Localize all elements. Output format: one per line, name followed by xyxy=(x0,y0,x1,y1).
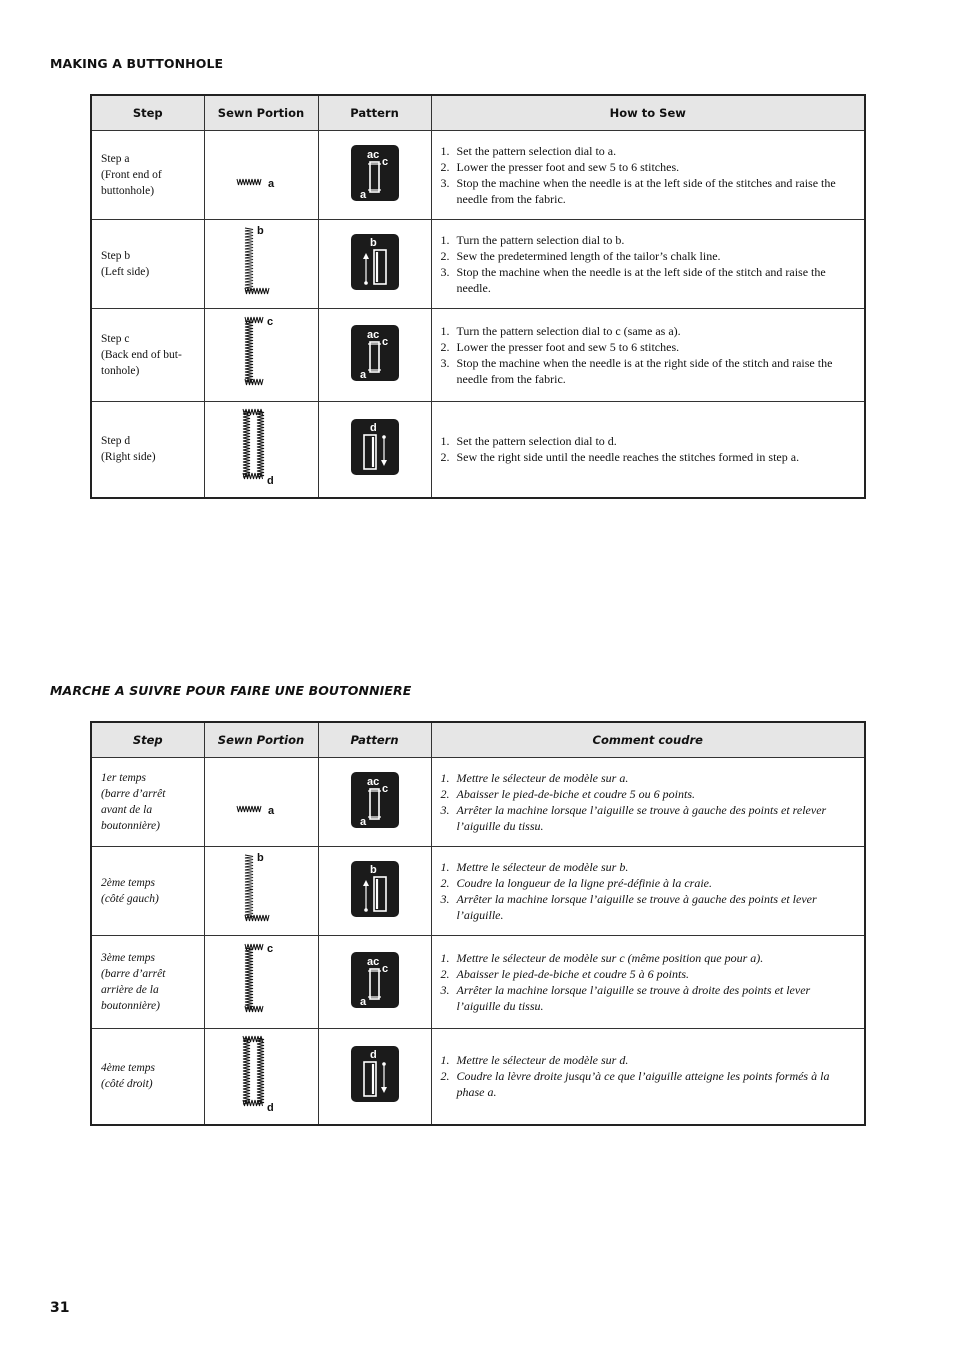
instruction-number: 2. xyxy=(440,786,450,801)
instruction-number: 2. xyxy=(440,339,450,354)
svg-text:b: b xyxy=(369,863,377,876)
instruction-list xyxy=(441,143,855,207)
step-label-line: (côté droit) xyxy=(101,1078,153,1091)
instruction-item xyxy=(441,248,855,264)
buttonhole-steps-table-english xyxy=(90,94,866,499)
sewn-portion-letter: a xyxy=(268,804,275,817)
page-number: 31 xyxy=(50,1300,70,1316)
step-label-line: Step c xyxy=(101,332,130,345)
instruction-item xyxy=(441,891,855,923)
instruction-item xyxy=(441,159,855,175)
instructions-cell xyxy=(431,308,865,401)
step-label-line: tonhole) xyxy=(101,364,140,377)
sewn-portion-letter: b xyxy=(257,224,264,237)
instruction-number: 1. xyxy=(440,770,450,785)
table-header-row xyxy=(91,95,865,130)
sewn-portion-cell xyxy=(204,130,318,219)
step-label-cell xyxy=(91,219,204,308)
pattern-dial-icon-d xyxy=(350,418,400,476)
header-step: Step xyxy=(91,95,204,130)
instruction-text: Abaisser le pied-de-biche et coudre 5 ou 6 points. xyxy=(456,786,695,801)
instruction-list xyxy=(441,232,855,296)
step-label-line: arrière de la xyxy=(101,983,159,996)
pattern-cell xyxy=(318,219,431,308)
svg-text:a: a xyxy=(359,815,366,828)
instruction-item xyxy=(441,966,855,982)
instruction-number: 1. xyxy=(440,950,450,965)
table-row xyxy=(91,130,865,219)
pattern-cell xyxy=(318,1028,431,1125)
step-label-line: avant de la xyxy=(101,803,153,816)
instruction-text: Sew the right side until the needle reaches the stitches formed in step a. xyxy=(456,450,800,465)
step-label-line: (Left side) xyxy=(101,265,150,278)
instruction-number: 1. xyxy=(440,1053,450,1068)
instruction-item xyxy=(441,982,855,1014)
instruction-list xyxy=(441,950,855,1014)
step-label-line: boutonnière) xyxy=(101,999,160,1012)
header-comment-coudre: Comment coudre xyxy=(431,722,865,757)
instructions-cell xyxy=(431,219,865,308)
instruction-number: 2. xyxy=(440,875,450,890)
instruction-text: Turn the pattern selection dial to b. xyxy=(456,232,625,247)
instruction-item xyxy=(441,449,855,465)
instruction-number: 2. xyxy=(440,159,450,174)
instruction-number: 3. xyxy=(440,982,450,997)
header-sewn-portion: Sewn Portion xyxy=(204,95,318,130)
step-label-line: (Right side) xyxy=(101,451,156,464)
header-pattern: Pattern xyxy=(318,95,431,130)
pattern-cell xyxy=(318,401,431,498)
sewn-portion-letter: d xyxy=(267,475,274,488)
pattern-cell xyxy=(318,846,431,935)
instruction-item xyxy=(441,786,855,802)
instruction-text: Coudre la lèvre droite jusqu’à ce que l’aiguille atteigne les points formés à la phase a. xyxy=(456,1069,830,1100)
instruction-item xyxy=(441,175,855,207)
instruction-text: Mettre le sélecteur de modèle sur d. xyxy=(456,1053,629,1068)
pattern-dial-icon-ac xyxy=(350,144,400,202)
instruction-number: 1. xyxy=(440,232,450,247)
step-label-line: (barre d’arrêt xyxy=(101,967,166,980)
step-label-cell xyxy=(91,401,204,498)
instruction-number: 1. xyxy=(440,434,450,449)
sewn-portion-letter: c xyxy=(267,315,274,328)
instructions-cell xyxy=(431,846,865,935)
instruction-text: Arrêter la machine lorsque l’aiguille se trouve à droite des points et lever l’aiguille du tissu. xyxy=(456,982,811,1013)
step-label-line: 2ème temps xyxy=(101,876,155,889)
instruction-text: Lower the presser foot and sew 5 to 6 stitches. xyxy=(456,339,680,354)
sewn-portion-cell xyxy=(204,757,318,846)
instruction-item xyxy=(441,802,855,834)
instructions-cell xyxy=(431,401,865,498)
pattern-dial-icon-b xyxy=(350,233,400,291)
svg-text:ac: ac xyxy=(366,148,379,161)
sewn-portion-letter: c xyxy=(267,942,274,955)
sewn-portion-drawing-c xyxy=(231,940,291,1020)
instruction-number: 3. xyxy=(440,802,450,817)
svg-text:c: c xyxy=(381,335,388,348)
instruction-item xyxy=(441,339,855,355)
instruction-number: 2. xyxy=(440,248,450,263)
instruction-list xyxy=(441,859,855,923)
instruction-number: 2. xyxy=(440,450,450,465)
instruction-item xyxy=(441,143,855,159)
instruction-text: Set the pattern selection dial to a. xyxy=(456,143,617,158)
instruction-item xyxy=(441,323,855,339)
sewn-portion-cell xyxy=(204,219,318,308)
svg-text:b: b xyxy=(369,236,377,249)
step-label-line: Step a xyxy=(101,152,130,165)
sewn-portion-letter: a xyxy=(268,177,275,190)
sewn-portion-drawing-d xyxy=(231,407,291,487)
sewn-portion-drawing-a xyxy=(231,133,291,213)
step-label-line: Step d xyxy=(101,435,131,448)
instruction-text: Lower the presser foot and sew 5 to 6 stitches. xyxy=(456,159,680,174)
instruction-number: 1. xyxy=(440,859,450,874)
svg-text:ac: ac xyxy=(366,328,379,341)
instruction-number: 2. xyxy=(440,966,450,981)
instructions-cell xyxy=(431,1028,865,1125)
pattern-dial-icon-d xyxy=(350,1045,400,1103)
section-title-english: MAKING A BUTTONHOLE xyxy=(50,56,224,71)
instruction-number: 2. xyxy=(440,1069,450,1084)
svg-text:d: d xyxy=(369,1049,377,1062)
sewn-portion-letter: d xyxy=(267,1102,274,1115)
sewn-portion-cell xyxy=(204,1028,318,1125)
instruction-item xyxy=(441,770,855,786)
instructions-cell xyxy=(431,130,865,219)
instruction-text: Stop the machine when the needle is at the right side of the stitch and raise the needle from the fabric. xyxy=(456,355,833,386)
step-label-cell xyxy=(91,1028,204,1125)
instruction-text: Mettre le sélecteur de modèle sur b. xyxy=(456,859,629,874)
step-label-line: buttonhole) xyxy=(101,184,155,197)
step-label-cell xyxy=(91,846,204,935)
header-sewn-portion: Sewn Portion xyxy=(204,722,318,757)
pattern-cell xyxy=(318,757,431,846)
instruction-item xyxy=(441,1052,855,1068)
svg-text:ac: ac xyxy=(366,775,379,788)
pattern-dial-icon-ac xyxy=(350,324,400,382)
instruction-item xyxy=(441,355,855,387)
step-label-cell xyxy=(91,308,204,401)
instruction-number: 3. xyxy=(440,175,450,190)
instruction-item xyxy=(441,232,855,248)
sewn-portion-drawing-d xyxy=(231,1034,291,1114)
instruction-item xyxy=(441,950,855,966)
instruction-text: Sew the predetermined length of the tailor’s chalk line. xyxy=(456,248,721,263)
svg-text:a: a xyxy=(359,188,366,201)
instruction-number: 3. xyxy=(440,891,450,906)
buttonhole-steps-table-french xyxy=(90,721,866,1126)
sewn-portion-drawing-b xyxy=(231,222,291,302)
pattern-dial-icon-ac xyxy=(350,951,400,1009)
instructions-cell xyxy=(431,935,865,1028)
instruction-list xyxy=(441,433,855,465)
step-label-line: boutonnière) xyxy=(101,819,160,832)
svg-text:c: c xyxy=(381,962,388,975)
instruction-text: Stop the machine when the needle is at the left side of the stitch and raise the needle. xyxy=(456,264,826,295)
svg-text:c: c xyxy=(381,155,388,168)
step-label-cell xyxy=(91,757,204,846)
table-row xyxy=(91,757,865,846)
table-header-row xyxy=(91,722,865,757)
sewn-portion-drawing-a xyxy=(231,760,291,840)
pattern-dial-icon-ac xyxy=(350,771,400,829)
pattern-cell xyxy=(318,130,431,219)
instruction-number: 3. xyxy=(440,264,450,279)
instruction-text: Set the pattern selection dial to d. xyxy=(456,434,617,449)
instruction-text: Stop the machine when the needle is at the left side of the stitches and raise the needle from the fabric. xyxy=(456,175,836,206)
sewn-portion-drawing-c xyxy=(231,313,291,393)
instruction-text: Mettre le sélecteur de modèle sur a. xyxy=(456,770,629,785)
table-row xyxy=(91,219,865,308)
step-label-line: (côté gauch) xyxy=(101,892,159,905)
sewn-portion-cell xyxy=(204,308,318,401)
step-label-line: Step b xyxy=(101,249,131,262)
table-row xyxy=(91,846,865,935)
sewn-portion-cell xyxy=(204,401,318,498)
table-row xyxy=(91,935,865,1028)
sewn-portion-cell xyxy=(204,935,318,1028)
step-label-line: (Back end of but- xyxy=(101,348,182,361)
step-label-line: 1er temps xyxy=(101,771,147,784)
instruction-text: Arrêter la machine lorsque l’aiguille se trouve à gauche des points et relever l’aiguille du tissu. xyxy=(456,802,827,833)
step-label-cell xyxy=(91,935,204,1028)
sewn-portion-letter: b xyxy=(257,851,264,864)
instruction-text: Abaisser le pied-de-biche et coudre 5 à 6 points. xyxy=(456,966,689,981)
sewn-portion-cell xyxy=(204,846,318,935)
step-label-line: (Front end of xyxy=(101,168,162,181)
instruction-text: Coudre la longueur de la ligne pré-définie à la craie. xyxy=(456,875,713,890)
header-how-to-sew: How to Sew xyxy=(431,95,865,130)
instruction-number: 3. xyxy=(440,355,450,370)
step-label-cell xyxy=(91,130,204,219)
instruction-list xyxy=(441,323,855,387)
header-step: Step xyxy=(91,722,204,757)
pattern-cell xyxy=(318,935,431,1028)
sewn-portion-drawing-b xyxy=(231,849,291,929)
instruction-item xyxy=(441,264,855,296)
table-row xyxy=(91,401,865,498)
step-label-line: 3ème temps xyxy=(101,951,155,964)
table-row xyxy=(91,1028,865,1125)
pattern-cell xyxy=(318,308,431,401)
step-label-line: (barre d’arrêt xyxy=(101,787,166,800)
instruction-text: Mettre le sélecteur de modèle sur c (même position que pour a). xyxy=(456,950,764,965)
section-title-french: MARCHE A SUIVRE POUR FAIRE UNE BOUTONNIERE xyxy=(50,683,412,698)
svg-text:c: c xyxy=(381,782,388,795)
instruction-number: 1. xyxy=(440,323,450,338)
instruction-item xyxy=(441,859,855,875)
instruction-item xyxy=(441,433,855,449)
svg-text:ac: ac xyxy=(366,955,379,968)
header-pattern: Pattern xyxy=(318,722,431,757)
svg-text:d: d xyxy=(369,422,377,435)
instruction-text: Arrêter la machine lorsque l’aiguille se trouve à gauche des points et lever l’aiguille. xyxy=(456,891,817,922)
instruction-list xyxy=(441,770,855,834)
step-label-line: 4ème temps xyxy=(101,1062,155,1075)
instruction-item xyxy=(441,875,855,891)
table-row xyxy=(91,308,865,401)
svg-text:a: a xyxy=(359,995,366,1008)
instruction-text: Turn the pattern selection dial to c (same as a). xyxy=(456,323,681,338)
pattern-dial-icon-b xyxy=(350,860,400,918)
svg-text:a: a xyxy=(359,368,366,381)
instruction-item xyxy=(441,1068,855,1100)
instruction-list xyxy=(441,1052,855,1100)
instructions-cell xyxy=(431,757,865,846)
instruction-number: 1. xyxy=(440,143,450,158)
